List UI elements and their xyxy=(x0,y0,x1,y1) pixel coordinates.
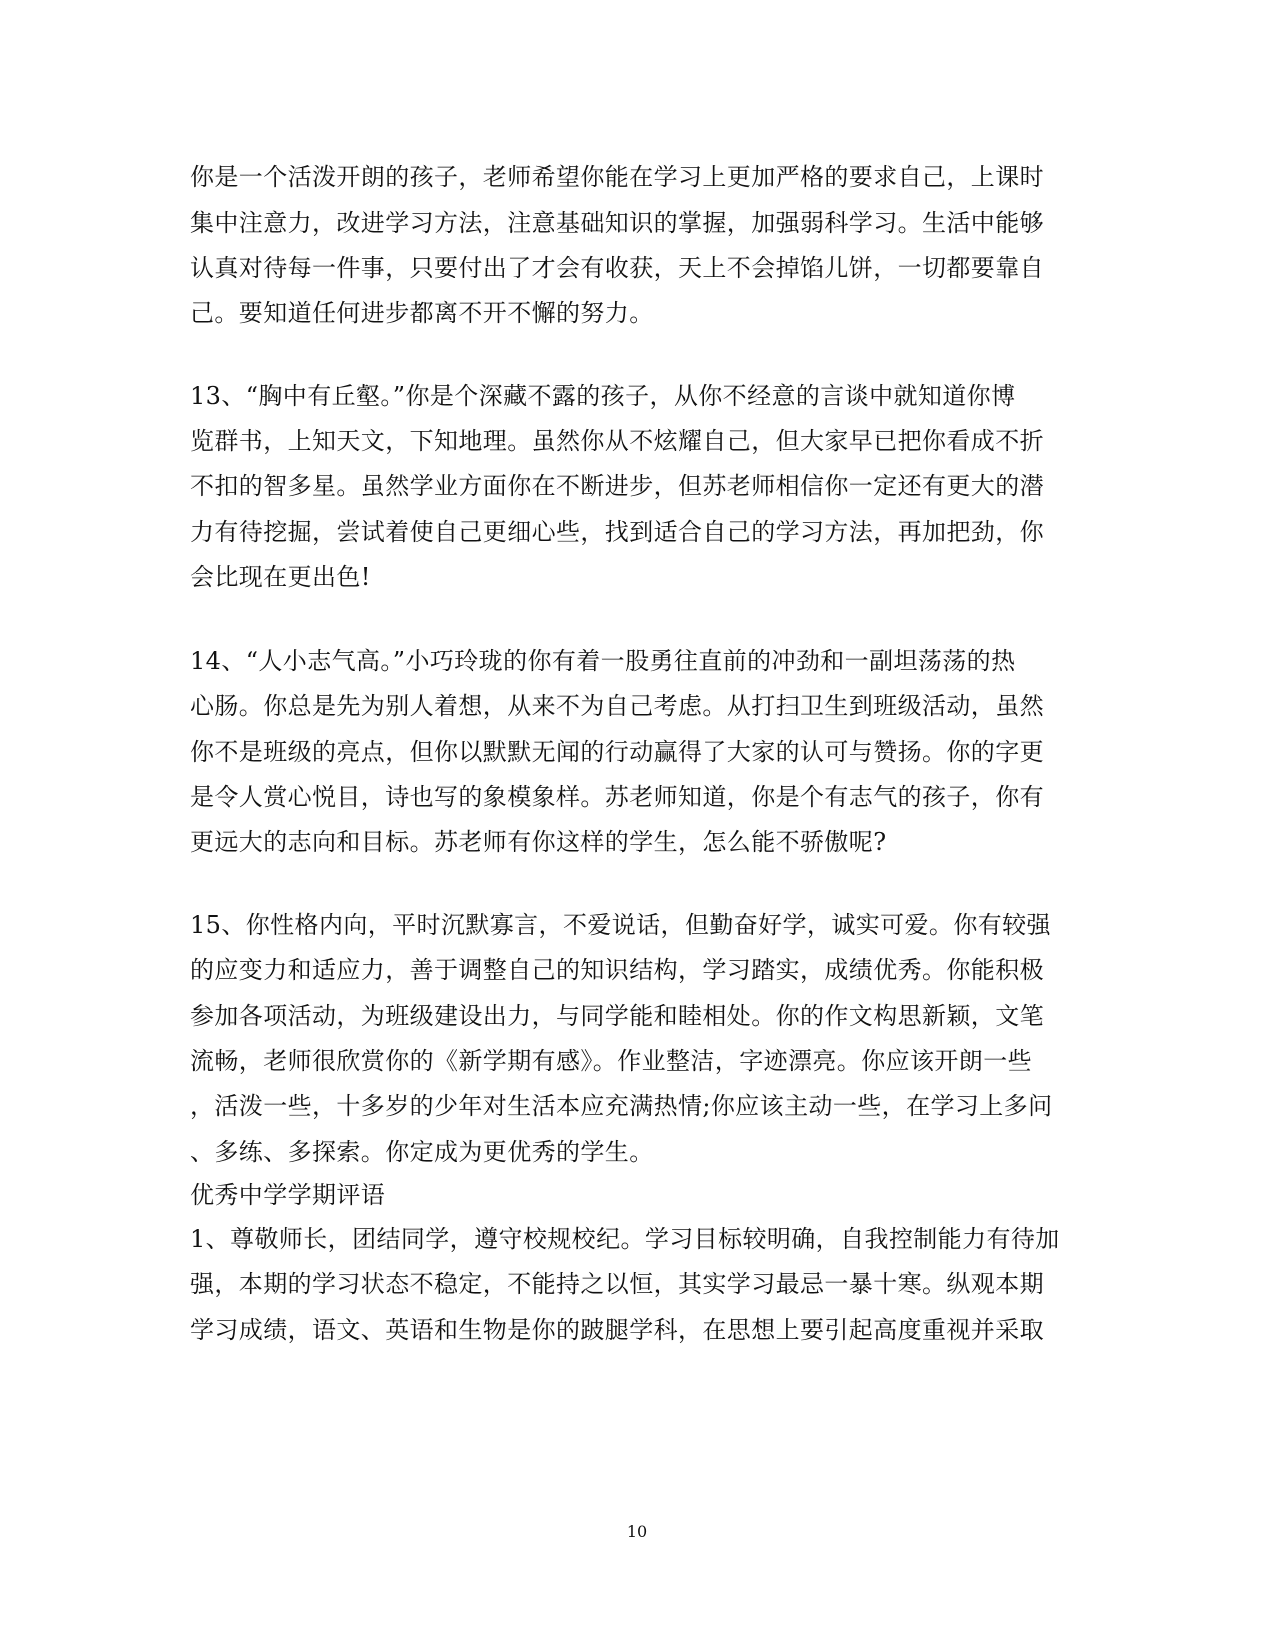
text-line: 你不是班级的亮点，但你以默默无闻的行动赢得了大家的认可与赞扬。你的字更 xyxy=(190,738,1044,766)
text-line: 会比现在更出色! xyxy=(190,563,371,591)
text-line: 览群书，上知天文，下知地理。虽然你从不炫耀自己，但大家早已把你看成不折 xyxy=(190,427,1044,455)
text-line: 是令人赏心悦目，诗也写的象模象样。苏老师知道，你是个有志气的孩子，你有 xyxy=(190,783,1044,811)
text-line: 流畅，老师很欣赏你的《新学期有感》。作业整洁，字迹漂亮。你应该开朗一些 xyxy=(190,1047,1032,1075)
text-line: 13、“胸中有丘壑。”你是个深藏不露的孩子，从你不经意的言谈中就知道你博 xyxy=(190,382,1016,410)
text-line: 14、“人小志气高。”小巧玲珑的你有着一股勇往直前的冲劲和一副坦荡荡的热 xyxy=(190,647,1016,675)
page-number: 10 xyxy=(626,1522,648,1541)
text-line: 更远大的志向和目标。苏老师有你这样的学生，怎么能不骄傲呢? xyxy=(190,828,887,856)
text-line: 、多练、多探索。你定成为更优秀的学生。 xyxy=(190,1138,654,1166)
text-line: 心肠。你总是先为别人着想，从来不为自己考虑。从打扫卫生到班级活动，虽然 xyxy=(190,692,1044,720)
text-line: 15、你性格内向，平时沉默寡言，不爱说话，但勤奋好学，诚实可爱。你有较强 xyxy=(190,911,1051,939)
text-line: 己。要知道任何进步都离不开不懈的努力。 xyxy=(190,299,654,327)
text-line: 1、尊敬师长，团结同学，遵守校规校纪。学习目标较明确，自我控制能力有待加 xyxy=(190,1225,1060,1253)
text-line: 优秀中学学期评语 xyxy=(190,1181,386,1209)
text-line: 你是一个活泼开朗的孩子，老师希望你能在学习上更加严格的要求自己，上课时 xyxy=(190,163,1044,191)
text-line: 强，本期的学习状态不稳定，不能持之以恒，其实学习最忌一暴十寒。纵观本期 xyxy=(190,1270,1044,1298)
text-line: 的应变力和适应力，善于调整自己的知识结构，学习踏实，成绩优秀。你能积极 xyxy=(190,956,1044,984)
text-line: 集中注意力，改进学习方法，注意基础知识的掌握，加强弱科学习。生活中能够 xyxy=(190,209,1044,237)
text-line: 学习成绩，语文、英语和生物是你的跛腿学科，在思想上要引起高度重视并采取 xyxy=(190,1316,1044,1344)
text-line: 认真对待每一件事，只要付出了才会有收获，天上不会掉馅儿饼，一切都要靠自 xyxy=(190,254,1044,282)
text-line: 不扣的智多星。虽然学业方面你在不断进步，但苏老师相信你一定还有更大的潜 xyxy=(190,472,1044,500)
text-line: ，活泼一些，十多岁的少年对生活本应充满热情;你应该主动一些，在学习上多问 xyxy=(190,1092,1053,1120)
text-line: 力有待挖掘，尝试着使自己更细心些，找到适合自己的学习方法，再加把劲，你 xyxy=(190,518,1044,546)
text-line: 参加各项活动，为班级建设出力，与同学能和睦相处。你的作文构思新颖，文笔 xyxy=(190,1002,1044,1030)
